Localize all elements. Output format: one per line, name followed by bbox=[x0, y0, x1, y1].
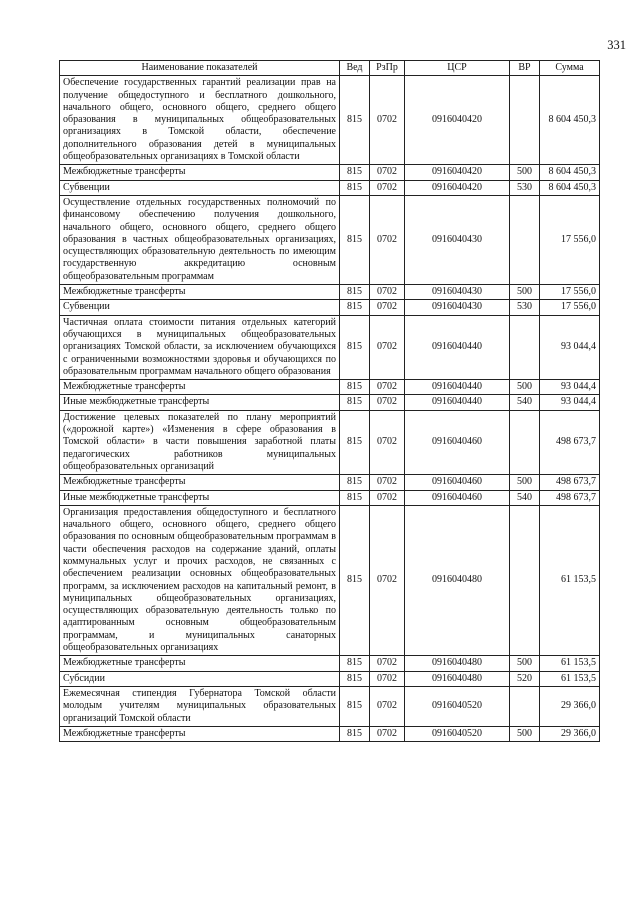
row-csr: 0916040420 bbox=[405, 180, 510, 195]
row-sum: 498 673,7 bbox=[540, 490, 600, 505]
row-name: Межбюджетные трансферты bbox=[60, 656, 340, 671]
row-name: Частичная оплата стоимости питания отдельных категорий обучающихся в муниципальных общеобразовательных организациях Томской области, за исключением обучающихся с ограниченными возможностями здоровья и обучающихся по образовательным программам начального общего образования bbox=[60, 315, 340, 379]
row-ved: 815 bbox=[340, 315, 370, 379]
row-sum: 8 604 450,3 bbox=[540, 180, 600, 195]
row-rzpr: 0702 bbox=[370, 505, 405, 656]
row-vr: 540 bbox=[510, 490, 540, 505]
header-row bbox=[60, 61, 600, 76]
row-csr: 0916040460 bbox=[405, 475, 510, 490]
row-name: Межбюджетные трансферты bbox=[60, 165, 340, 180]
row-csr: 0916040440 bbox=[405, 380, 510, 395]
row-vr bbox=[510, 76, 540, 165]
row-csr: 0916040440 bbox=[405, 315, 510, 379]
row-sum: 29 366,0 bbox=[540, 726, 600, 741]
row-ved: 815 bbox=[340, 180, 370, 195]
row-name: Организация предоставления общедоступного и бесплатного начального общего, основного общего, среднего общего образования по основным общеобразовательным программам в части обеспечения расходов на содержание зданий, оплаты коммунальных услуг и прочих расходов, не связанных с обеспечением реализации основных общеобразовательных программ, за исключением расходов на капитальный ремонт, в муниципальных общеобразовательных организациях, осуществляющих образовательную деятельность только по адаптированным основным общеобразовательным программам, и муниципальных санаторных общеобразовательных организациях bbox=[60, 505, 340, 656]
row-rzpr: 0702 bbox=[370, 180, 405, 195]
row-vr: 540 bbox=[510, 395, 540, 410]
row-csr: 0916040420 bbox=[405, 165, 510, 180]
row-csr: 0916040480 bbox=[405, 505, 510, 656]
row-rzpr: 0702 bbox=[370, 686, 405, 726]
row-ved: 815 bbox=[340, 686, 370, 726]
row-name: Достижение целевых показателей по плану мероприятий («дорожной карте») «Изменения в сфере образования в Томской области» в части повышения заработной платы педагогических работников муниципальных общеобразовательных организаций bbox=[60, 410, 340, 474]
row-vr: 500 bbox=[510, 380, 540, 395]
row-sum: 93 044,4 bbox=[540, 395, 600, 410]
table-row bbox=[60, 180, 600, 195]
row-sum: 61 153,5 bbox=[540, 656, 600, 671]
row-csr: 0916040440 bbox=[405, 395, 510, 410]
row-ved: 815 bbox=[340, 671, 370, 686]
row-rzpr: 0702 bbox=[370, 195, 405, 284]
table-row bbox=[60, 490, 600, 505]
row-vr bbox=[510, 410, 540, 474]
row-vr: 530 bbox=[510, 300, 540, 315]
row-ved: 815 bbox=[340, 656, 370, 671]
row-vr: 500 bbox=[510, 285, 540, 300]
row-ved: 815 bbox=[340, 726, 370, 741]
table-row bbox=[60, 76, 600, 165]
row-name: Межбюджетные трансферты bbox=[60, 726, 340, 741]
table-row bbox=[60, 475, 600, 490]
row-name: Иные межбюджетные трансферты bbox=[60, 395, 340, 410]
row-sum: 93 044,4 bbox=[540, 380, 600, 395]
table-row bbox=[60, 671, 600, 686]
table-row bbox=[60, 410, 600, 474]
row-sum: 17 556,0 bbox=[540, 285, 600, 300]
row-name: Осуществление отдельных государственных полномочий по финансовому обеспечению получения дошкольного, начального общего, основного общего, среднего общего образования в частных общеобразовательных организациях, осуществляющих образовательную деятельность по имеющим государственную аккредитацию основным общеобразовательным программам bbox=[60, 195, 340, 284]
row-rzpr: 0702 bbox=[370, 726, 405, 741]
row-rzpr: 0702 bbox=[370, 410, 405, 474]
row-rzpr: 0702 bbox=[370, 285, 405, 300]
table-row bbox=[60, 656, 600, 671]
row-ved: 815 bbox=[340, 76, 370, 165]
row-csr: 0916040480 bbox=[405, 656, 510, 671]
row-csr: 0916040460 bbox=[405, 490, 510, 505]
row-ved: 815 bbox=[340, 475, 370, 490]
row-ved: 815 bbox=[340, 300, 370, 315]
row-ved: 815 bbox=[340, 285, 370, 300]
row-ved: 815 bbox=[340, 410, 370, 474]
row-vr: 500 bbox=[510, 656, 540, 671]
row-name: Субсидии bbox=[60, 671, 340, 686]
row-ved: 815 bbox=[340, 195, 370, 284]
row-sum: 498 673,7 bbox=[540, 475, 600, 490]
row-ved: 815 bbox=[340, 490, 370, 505]
row-sum: 8 604 450,3 bbox=[540, 76, 600, 165]
row-sum: 8 604 450,3 bbox=[540, 165, 600, 180]
row-sum: 93 044,4 bbox=[540, 315, 600, 379]
table-row bbox=[60, 380, 600, 395]
table-row bbox=[60, 686, 600, 726]
table-row bbox=[60, 726, 600, 741]
budget-table bbox=[59, 60, 600, 742]
row-vr: 530 bbox=[510, 180, 540, 195]
row-name: Ежемесячная стипендия Губернатора Томской области молодым учителям муниципальных образовательных организаций Томской области bbox=[60, 686, 340, 726]
row-csr: 0916040520 bbox=[405, 686, 510, 726]
row-rzpr: 0702 bbox=[370, 475, 405, 490]
row-sum: 29 366,0 bbox=[540, 686, 600, 726]
row-vr: 520 bbox=[510, 671, 540, 686]
row-sum: 17 556,0 bbox=[540, 300, 600, 315]
table-row bbox=[60, 395, 600, 410]
row-ved: 815 bbox=[340, 165, 370, 180]
header-ved: Вед bbox=[340, 61, 370, 76]
table-row bbox=[60, 300, 600, 315]
page-number: 331 bbox=[607, 38, 626, 52]
row-csr: 0916040420 bbox=[405, 76, 510, 165]
row-sum: 61 153,5 bbox=[540, 505, 600, 656]
row-ved: 815 bbox=[340, 380, 370, 395]
row-name: Субвенции bbox=[60, 300, 340, 315]
row-vr: 500 bbox=[510, 726, 540, 741]
row-rzpr: 0702 bbox=[370, 656, 405, 671]
header-vr: ВР bbox=[510, 61, 540, 76]
row-csr: 0916040460 bbox=[405, 410, 510, 474]
row-sum: 17 556,0 bbox=[540, 195, 600, 284]
row-csr: 0916040480 bbox=[405, 671, 510, 686]
row-vr: 500 bbox=[510, 475, 540, 490]
row-rzpr: 0702 bbox=[370, 490, 405, 505]
row-csr: 0916040520 bbox=[405, 726, 510, 741]
row-ved: 815 bbox=[340, 505, 370, 656]
row-vr bbox=[510, 686, 540, 726]
header-name: Наименование показателей bbox=[60, 61, 340, 76]
table-row bbox=[60, 315, 600, 379]
row-name: Межбюджетные трансферты bbox=[60, 380, 340, 395]
row-ved: 815 bbox=[340, 395, 370, 410]
row-csr: 0916040430 bbox=[405, 195, 510, 284]
row-name: Межбюджетные трансферты bbox=[60, 475, 340, 490]
row-rzpr: 0702 bbox=[370, 395, 405, 410]
row-vr: 500 bbox=[510, 165, 540, 180]
row-sum: 498 673,7 bbox=[540, 410, 600, 474]
row-name: Субвенции bbox=[60, 180, 340, 195]
table-row bbox=[60, 165, 600, 180]
row-rzpr: 0702 bbox=[370, 300, 405, 315]
row-vr bbox=[510, 505, 540, 656]
row-rzpr: 0702 bbox=[370, 315, 405, 379]
table-row bbox=[60, 195, 600, 284]
row-vr bbox=[510, 315, 540, 379]
row-sum: 61 153,5 bbox=[540, 671, 600, 686]
row-name: Обеспечение государственных гарантий реализации прав на получение общедоступного и бесплатного дошкольного, начального общего, основного общего, среднего общего образования в муниципальных общеобразовательных организациях в Томской области, обеспечение дополнительного образования детей в муниципальных общеобразовательных организациях в Томской области bbox=[60, 76, 340, 165]
row-vr bbox=[510, 195, 540, 284]
row-name: Межбюджетные трансферты bbox=[60, 285, 340, 300]
row-rzpr: 0702 bbox=[370, 76, 405, 165]
row-rzpr: 0702 bbox=[370, 380, 405, 395]
row-name: Иные межбюджетные трансферты bbox=[60, 490, 340, 505]
table-row bbox=[60, 505, 600, 656]
header-sum: Сумма bbox=[540, 61, 600, 76]
row-rzpr: 0702 bbox=[370, 671, 405, 686]
header-rzpr: РзПр bbox=[370, 61, 405, 76]
row-rzpr: 0702 bbox=[370, 165, 405, 180]
header-csr: ЦСР bbox=[405, 61, 510, 76]
row-csr: 0916040430 bbox=[405, 300, 510, 315]
row-csr: 0916040430 bbox=[405, 285, 510, 300]
table-row bbox=[60, 285, 600, 300]
